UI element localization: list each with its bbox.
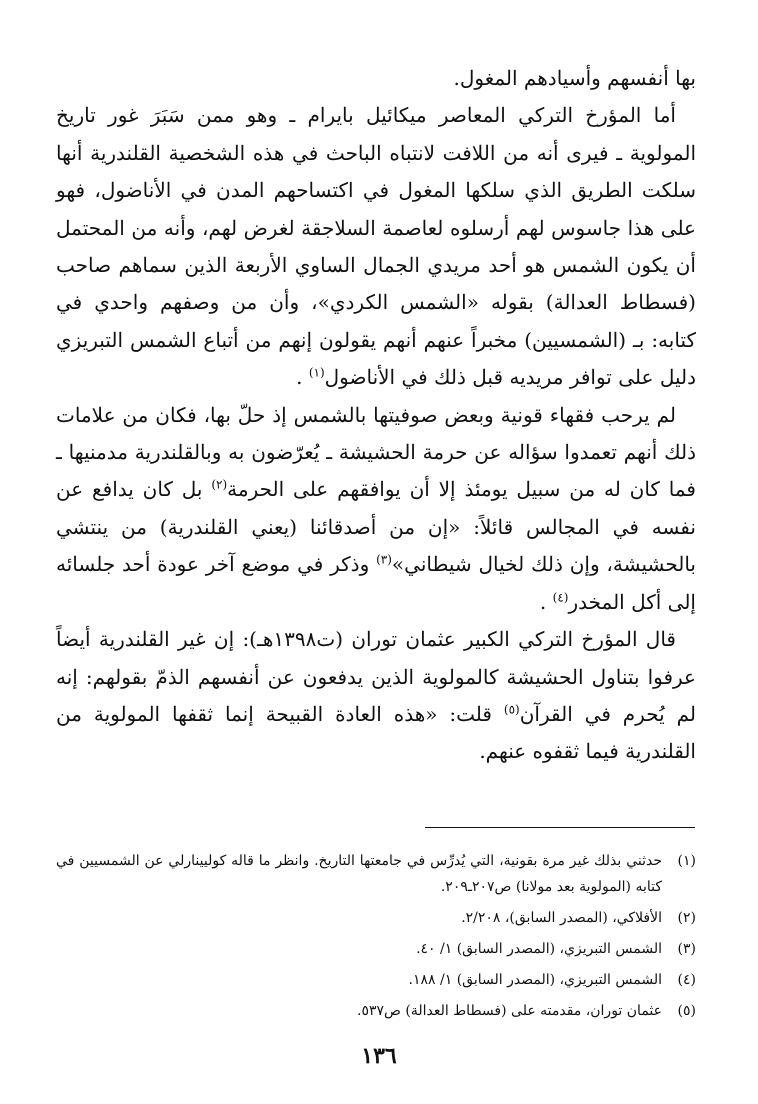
footnote-ref-2[interactable]: (٢) xyxy=(211,477,228,492)
footnote-text: الشمس التبريزي، (المصدر السابق) ١/ ٤٠. xyxy=(416,941,662,957)
footnote-number: (٤) xyxy=(677,972,696,988)
footnotes xyxy=(56,848,696,1029)
footnote-4 xyxy=(56,967,696,993)
footnote-ref-1[interactable]: (١) xyxy=(308,365,325,380)
footnote-text: الأفلاكي، (المصدر السابق)، ٢/٢٠٨. xyxy=(461,910,662,926)
footnote-3 xyxy=(56,936,696,962)
footnote-2 xyxy=(56,905,696,931)
footnote-text: عثمان توران، مقدمته على (فسطاط العدالة) ص٥٣٧. xyxy=(357,1003,662,1019)
footnote-5 xyxy=(56,998,696,1024)
footnote-text: الشمس التبريزي، (المصدر السابق) ١/ ١٨٨. xyxy=(408,972,662,988)
footnote-number: (٥) xyxy=(677,1003,696,1019)
paragraph-continuation: بها أنفسهم وأسيادهم المغول. xyxy=(453,66,696,90)
main-text xyxy=(56,60,696,771)
footnote-ref-4[interactable]: (٤) xyxy=(552,590,569,605)
footnote-1 xyxy=(56,848,696,900)
paragraph-konya-jurists: لم يرحب فقهاء قونية وبعض صوفيتها بالشمس إذ حلّ بها، فكان من علامات ذلك أنهم تعمدوا سؤاله عن حرمة الحشيشة ـ يُعرّضون به وبالقلندرية مدمنيها ـ فما كان له من سبيل يومئذ إلا أن يوافقهم على الحرمة$^{(٢)}$ بل كان يدافع عن نفسه في المجالس قائلاً: «إن من أصدقائنا (يعني القلندرية) من ينتشي بالحشيشة، وإن ذلك لخيال شيطاني»$^{(٣)}$ وذكر في موضع آخر عودة أحد جلسائه إلى أكل المخدر$^{(٤)}$ . xyxy=(56,402,696,614)
footnote-number: (١) xyxy=(677,853,696,869)
footnote-number: (٢) xyxy=(677,910,696,926)
footnote-text: حدثني بذلك غير مرة بقونية، التي يُدرِّس في جامعتها التاريخ. وانظر ما قاله كوليينارلي عن الشمسيين في كتابه (المولوية بعد مولانا) ص٢٠٧ـ٢٠٩. xyxy=(56,853,662,895)
paragraph-turan: قال المؤرخ التركي الكبير عثمان توران (ت١٣٩٨هـ): إن غير القلندرية أيضاً عرفوا بتناول الحشيشة كالمولوية الذين يدفعون عن أنفسهم الذمّ بقولهم: إنه لم يُحرم في القرآن$^{(٥)}$ قلت: «هذه العادة القبيحة إنما ثقفها المولوية من القلندرية فيما ثقفوه عنهم. xyxy=(56,627,697,764)
footnote-number: (٣) xyxy=(677,941,696,957)
paragraph-bayram: أما المؤرخ التركي المعاصر ميكائيل بايرام ـ وهو ممن سَبَرَ غور تاريخ المولوية ـ فيرى أنه من اللافت لانتباه الباحث في هذه الشخصية القلندرية أنها سلكت الطريق الذي سلكها المغول في اكتساحهم المدن في الأناضول، فهو على هذا جاسوس لهم أرسلوه لعاصمة السلاجقة لغرض لهم، وأنه من المحتمل أن يكون الشمس هو أحد مريدي الجمال الساوي الأربعة الذين سماهم صاحب (فسطاط العدالة) بقوله «الشمس الكردي»، وأن من وصفهم واحدي في كتابه: بـ (الشمسيين) مخبراً عنهم أنهم يقولون إنهم من أتباع الشمس التبريزي دليل على توافر مريديه قبل ذلك في الأناضول$^{(١)}$ . xyxy=(56,103,696,390)
footnote-ref-3[interactable]: (٣) xyxy=(376,552,392,567)
footnote-ref-5[interactable]: (٥) xyxy=(503,702,520,717)
page-number: ١٣٦ xyxy=(361,1043,397,1069)
footnote-separator xyxy=(425,827,695,828)
